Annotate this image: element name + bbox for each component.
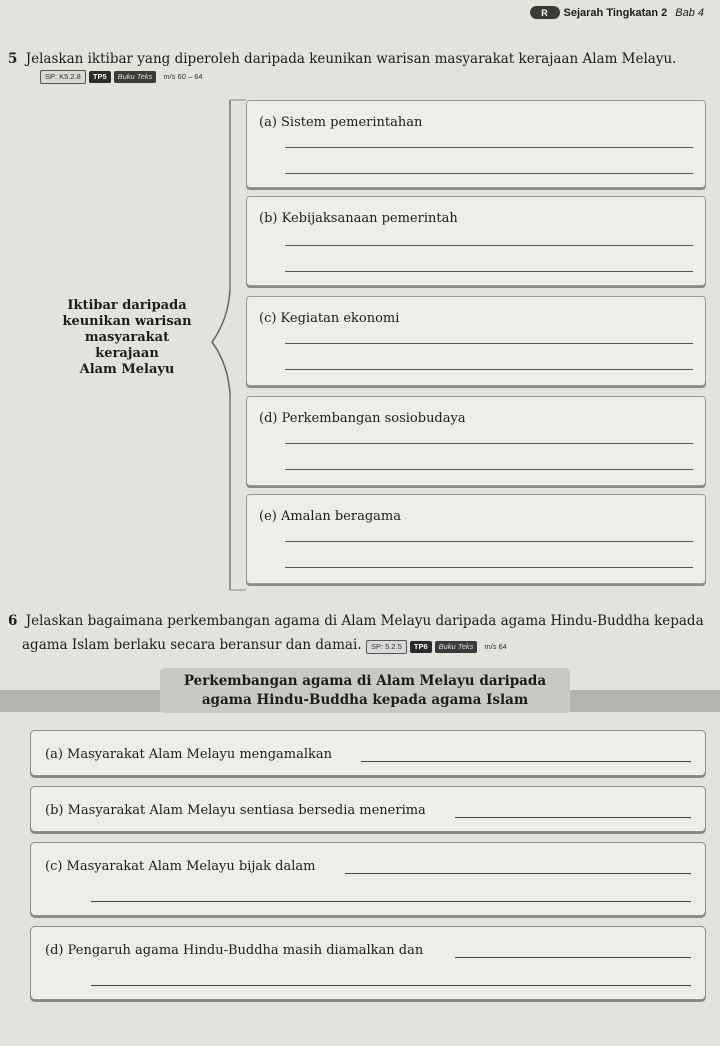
sp-tag: SP: 5.2.5	[366, 640, 407, 654]
answer-box-b	[246, 196, 706, 286]
question-6-tags	[366, 640, 511, 654]
item-label: (c) Kegiatan ekonomi	[259, 311, 400, 326]
answer-box-e	[246, 494, 706, 584]
root-line: keunikan warisan	[62, 314, 192, 329]
question-6	[8, 612, 712, 630]
answer-line[interactable]	[285, 147, 693, 148]
answer-line[interactable]	[285, 173, 693, 174]
item-text: (c) Masyarakat Alam Melayu bijak dalam	[45, 859, 316, 874]
answer-line[interactable]	[285, 369, 693, 370]
item-text: (b) Masyarakat Alam Melayu sentiasa bersedia menerima	[45, 803, 426, 818]
question-number: 5	[8, 51, 18, 67]
question-text: Jelaskan bagaimana perkembangan agama di Alam Melayu daripada agama Hindu-Buddha kepada	[25, 613, 704, 629]
question-text: Jelaskan iktibar yang diperoleh daripada keunikan warisan masyarakat kerajaan Alam Melayu.	[25, 51, 677, 67]
page-ref-tag: m/s 64	[484, 642, 507, 651]
answer-line[interactable]	[345, 873, 691, 874]
answer-box-6d	[30, 926, 706, 1000]
root-label	[44, 298, 210, 378]
answer-line[interactable]	[361, 761, 691, 762]
answer-box-d	[246, 396, 706, 486]
item-text: (a) Masyarakat Alam Melayu mengamalkan	[45, 747, 333, 762]
item-label: (e) Amalan beragama	[259, 509, 401, 524]
page-ref-tag: m/s 60 – 64	[163, 72, 203, 81]
question-number: 6	[8, 613, 18, 629]
answer-box-6b	[30, 786, 706, 832]
tp-tag: TP6	[410, 641, 432, 653]
answer-line[interactable]	[455, 957, 691, 958]
item-label: (a) Sistem pemerintahan	[259, 115, 423, 130]
answer-box-c	[246, 296, 706, 386]
chapter-label: Bab 4	[675, 6, 704, 19]
answer-line[interactable]	[285, 469, 693, 470]
sp-tag: SP: K5.2.8	[40, 70, 86, 84]
buku-teks-tag: Buku Teks	[435, 641, 478, 653]
answer-line[interactable]	[285, 271, 693, 272]
answer-line[interactable]	[455, 817, 691, 818]
root-line: Alam Melayu	[79, 362, 175, 377]
answer-line[interactable]	[285, 443, 693, 444]
book-logo-icon: R	[530, 6, 560, 19]
answer-line[interactable]	[91, 985, 691, 986]
answer-line[interactable]	[285, 541, 693, 542]
tp-tag: TP5	[89, 71, 111, 83]
diagram-title	[160, 668, 570, 713]
root-line: Iktibar daripada	[67, 298, 187, 313]
book-title: Sejarah Tingkatan 2	[563, 6, 668, 19]
question-6-line2	[22, 636, 362, 654]
answer-line[interactable]	[285, 567, 693, 568]
answer-line[interactable]	[285, 245, 693, 246]
root-line: masyarakat	[84, 330, 170, 345]
root-line: kerajaan	[95, 346, 159, 361]
item-label: (b) Kebijaksanaan pemerintah	[259, 211, 458, 226]
item-label: (d) Perkembangan sosiobudaya	[259, 411, 466, 426]
answer-box-a	[246, 100, 706, 188]
answer-box-6c	[30, 842, 706, 916]
item-text: (d) Pengaruh agama Hindu-Buddha masih diamalkan dan	[45, 943, 424, 958]
answer-line[interactable]	[91, 901, 691, 902]
answer-box-6a	[30, 730, 706, 776]
answer-line[interactable]	[285, 343, 693, 344]
question-text: agama Islam berlaku secara beransur dan damai.	[22, 637, 362, 653]
title-line: Perkembangan agama di Alam Melayu daripada	[183, 673, 547, 689]
title-line: agama Hindu-Buddha kepada agama Islam	[201, 692, 529, 708]
page-header	[530, 6, 704, 19]
buku-teks-tag: Buku Teks	[114, 71, 157, 83]
